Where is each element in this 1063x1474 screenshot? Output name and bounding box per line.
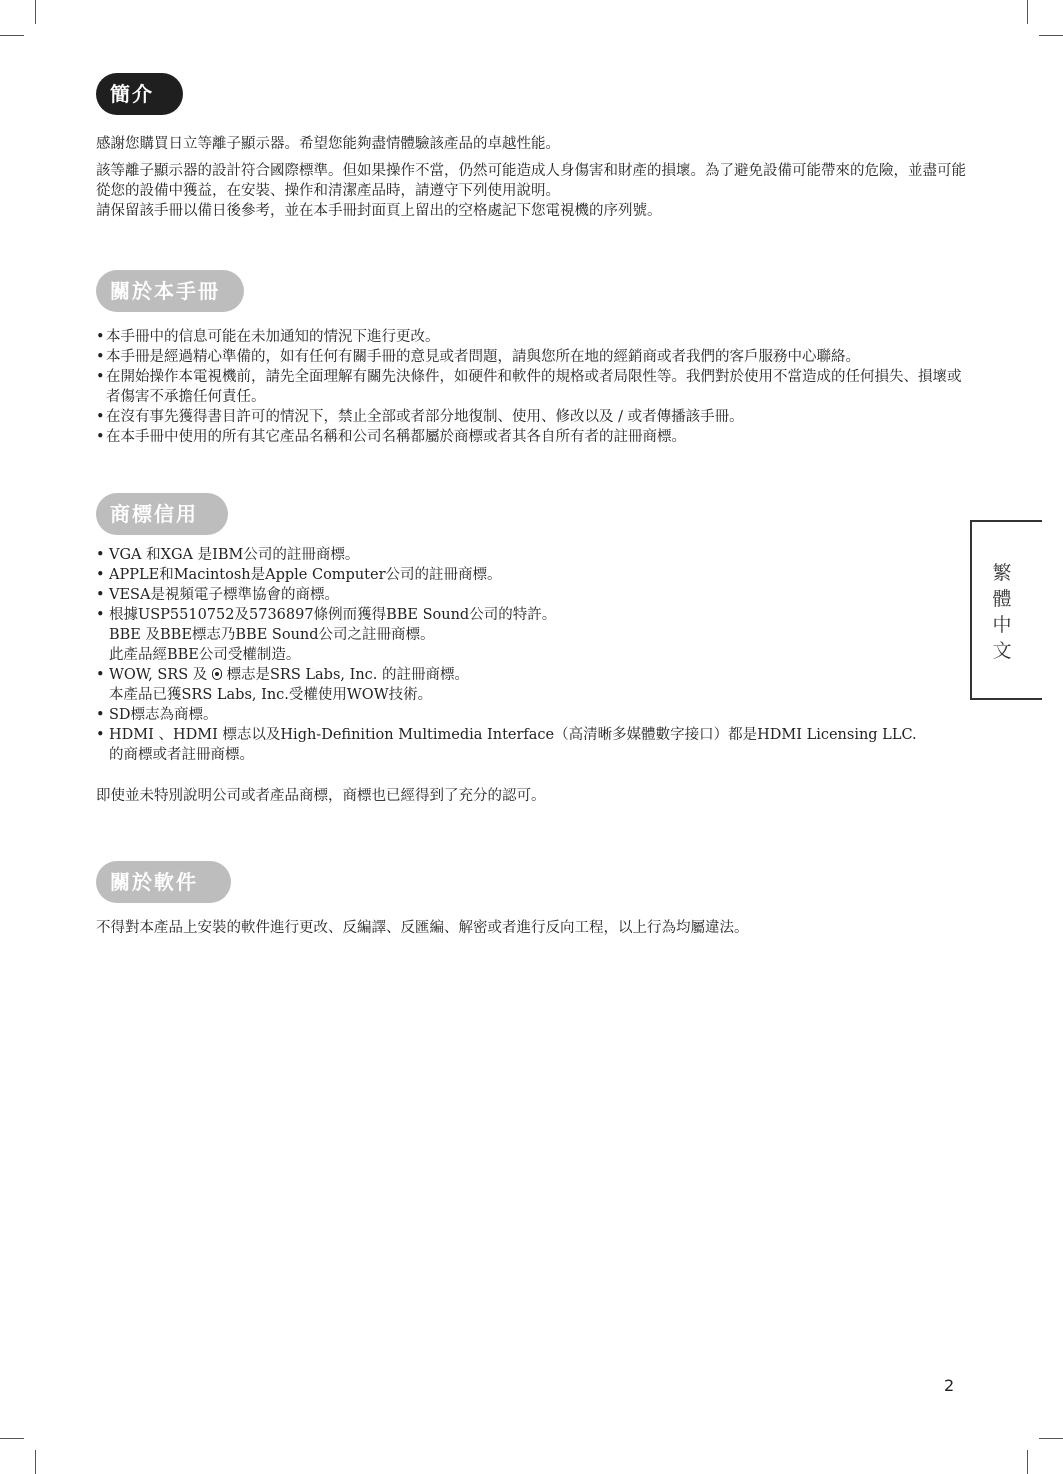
crop-mark <box>35 0 36 24</box>
list-item: • 根據USP5510752及5736897條例而獲得BBE Sound公司的特許。 BBE 及BBE標志乃BBE Sound公司之註冊商標。 此產品經BBE公司受權制造。 <box>96 605 976 665</box>
list-item: • SD標志為商標。 <box>96 705 976 725</box>
list-item: • 本手冊中的信息可能在未加通知的情況下進行更改。 <box>96 327 976 347</box>
crop-mark <box>1039 1438 1063 1439</box>
list-item: • 在開始操作本電視機前，請先全面理解有關先決條件，如硬件和軟件的規格或者局限性等。我們對於使用不當造成的任何損失、損壞或者傷害不承擔任何責任。 <box>96 367 966 407</box>
crop-mark <box>0 1438 24 1439</box>
trademark-note: 即使並未特別說明公司或者產品商標，商標也已經得到了充分的認可。 <box>96 788 546 804</box>
language-tab <box>970 520 1042 700</box>
trademark-list <box>96 545 976 765</box>
intro-text <box>96 134 976 221</box>
srs-logo-icon <box>212 668 222 680</box>
list-item: • VGA 和XGA 是IBM公司的註冊商標。 <box>96 545 976 565</box>
language-tab-char: 文 <box>992 640 1012 662</box>
list-item: • 在本手冊中使用的所有其它產品名稱和公司名稱都屬於商標或者其各自所有者的註冊商標。 <box>96 427 976 447</box>
list-item: • APPLE和Macintosh是Apple Computer公司的註冊商標。 <box>96 565 976 585</box>
list-item: • VESA是視頻電子標準協會的商標。 <box>96 585 976 605</box>
page-number: 2 <box>944 1376 955 1395</box>
language-tab-char: 體 <box>992 588 1012 610</box>
intro-paragraph: 請保留該手冊以備日後參考，並在本手冊封面頁上留出的空格處記下您電視機的序列號。 <box>96 203 662 219</box>
list-item: • 在沒有事先獲得書目許可的情況下，禁止全部或者部分地復制、使用、修改以及 / 或者傳播該手冊。 <box>96 407 976 427</box>
language-tab-char: 繁 <box>992 562 1012 584</box>
crop-mark <box>35 1450 36 1474</box>
intro-paragraph: 感謝您購買日立等離子顯示器。希望您能夠盡情體驗該產品的卓越性能。 <box>96 136 560 152</box>
list-item: • 本手冊是經過精心準備的，如有任何有關手冊的意見或者問題，請與您所在地的經銷商或者我們的客戶服務中心聯絡。 <box>96 347 976 367</box>
section-heading-manual: 關於本手冊 <box>96 270 244 312</box>
list-item: • HDMI 、HDMI 標志以及High-Definition Multimedia Interface（高清晰多媒體數字接口）都是HDMI Licensing LLC. 的商標或者註冊商標。 <box>96 725 976 765</box>
intro-paragraph: 該等離子顯示器的設計符合國際標準。但如果操作不當，仍然可能造成人身傷害和財產的損壞。為了避免設備可能帶來的危險，並盡可能從您的設備中獲益，在安裝、操作和清潔產品時，請遵守下列使用說明。 <box>96 163 966 199</box>
manual-list <box>96 327 976 447</box>
software-text: 不得對本產品上安裝的軟件進行更改、反編譯、反匯編、解密或者進行反向工程，以上行為均屬違法。 <box>96 920 749 936</box>
section-heading-intro: 簡介 <box>96 73 183 115</box>
section-heading-trademarks: 商標信用 <box>96 493 228 535</box>
crop-mark <box>1027 1450 1028 1474</box>
crop-mark <box>1039 35 1063 36</box>
crop-mark <box>0 35 24 36</box>
section-heading-software: 關於軟件 <box>96 861 231 903</box>
list-item: • WOW, SRS 及 標志是SRS Labs, Inc. 的註冊商標。 本產品已獲SRS Labs, Inc.受權使用WOW技術。 <box>96 665 976 705</box>
language-tab-char: 中 <box>992 614 1012 636</box>
crop-mark <box>1027 0 1028 24</box>
